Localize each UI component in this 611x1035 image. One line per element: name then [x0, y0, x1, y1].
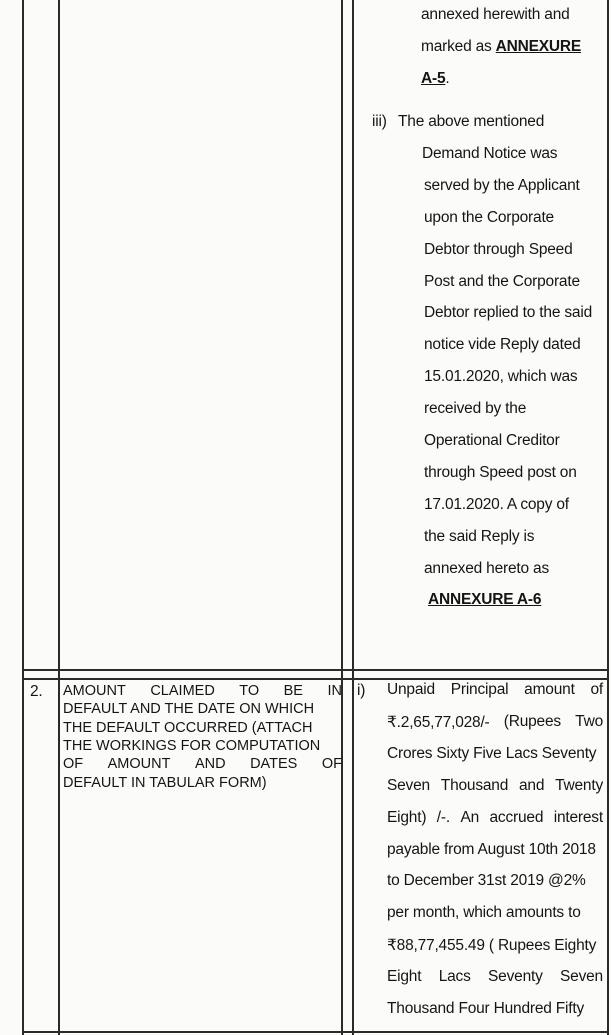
word: ₹.2,65,77,028/-	[387, 713, 490, 731]
serial-number: 2.	[30, 683, 43, 700]
particulars-line	[63, 775, 267, 791]
word: per month, which amounts to	[387, 904, 581, 922]
word: BE	[283, 683, 303, 699]
word: THE WORKINGS FOR COMPUTATION	[63, 737, 321, 754]
cell-text-line: received by the	[424, 400, 527, 418]
word: interest	[553, 808, 603, 826]
word: Eight)	[387, 808, 427, 826]
word: IN	[327, 683, 342, 699]
word: Thousand Four Hundred Fifty	[387, 1000, 585, 1017]
word: AND	[194, 756, 226, 773]
claim-detail-line	[387, 713, 603, 732]
item-marker-iii: iii)	[372, 113, 387, 130]
cell-text-line	[421, 38, 581, 56]
word: /-.	[436, 808, 450, 826]
word: DEFAULT AND THE DATE ON WHICH	[63, 701, 315, 718]
item-marker-i: i)	[357, 682, 366, 699]
word: Seven	[387, 776, 430, 794]
word: Seven	[560, 968, 603, 986]
cell-text-prefix: marked as	[421, 38, 496, 55]
word: Unpaid	[387, 681, 435, 698]
annexure-a6-label: ANNEXURE A-6	[428, 591, 542, 608]
word: amount	[524, 681, 575, 698]
cell-text-line: Post and the Corporate	[424, 272, 580, 290]
word: Eight	[387, 968, 422, 986]
table-right-border	[607, 0, 609, 1035]
word: of	[590, 681, 603, 698]
cell-text-line: the said Reply is	[424, 527, 535, 545]
word: Crores Sixty Five Lacs Seventy	[387, 744, 597, 762]
cell-text-line: The above mentioned	[398, 113, 545, 130]
serial-column-divider	[58, 0, 60, 1035]
word: and	[518, 776, 545, 794]
particulars-line	[63, 756, 342, 772]
word: CLAIMED	[150, 683, 215, 699]
claim-detail-line	[387, 809, 603, 827]
particulars-line	[63, 701, 314, 717]
claim-detail-line	[387, 841, 596, 859]
word: TO	[239, 683, 260, 699]
annexure-number: A-5	[421, 70, 446, 87]
word: Lacs	[438, 968, 471, 986]
particulars-line	[63, 738, 320, 754]
word: to December 31st 2019 @2%	[387, 872, 586, 890]
cell-text-line: through Speed post on	[424, 463, 577, 481]
claim-detail-line	[387, 872, 586, 890]
cell-text-line: Operational Creditor	[424, 432, 560, 449]
word: OF	[321, 756, 342, 773]
word: An	[460, 808, 480, 826]
word: AMOUNT	[63, 683, 126, 699]
claim-detail-line	[387, 681, 603, 699]
word: Thousand	[440, 776, 509, 794]
claim-detail-line	[387, 777, 603, 795]
cell-text-line: 15.01.2020, which was	[424, 368, 578, 386]
word: (Rupees	[503, 712, 561, 730]
word: ₹88,77,455.49 ( Rupees Eighty	[387, 937, 597, 955]
particulars-line	[63, 720, 312, 736]
cell-text-line: Debtor through Speed	[424, 240, 573, 258]
word: DATES	[250, 756, 298, 773]
word: payable from August 10th 2018	[387, 840, 596, 858]
word: OF	[63, 756, 84, 773]
row-separator-bottom	[22, 678, 609, 680]
word: Twenty	[555, 776, 603, 794]
word: AMOUNT	[107, 756, 171, 773]
claim-detail-line	[387, 1000, 584, 1018]
cell-text-line: 17.01.2020. A copy of	[424, 495, 569, 513]
cell-text-line: annexed hereto as	[424, 559, 550, 577]
cell-text-line: notice vide Reply dated	[424, 336, 581, 354]
claim-detail-line	[387, 968, 603, 986]
cell-text-line: upon the Corporate	[424, 208, 554, 226]
word: Principal	[450, 681, 509, 698]
cell-text-line: Demand Notice was	[422, 144, 558, 162]
word: Seventy	[488, 968, 543, 986]
cell-text-line: served by the Applicant	[424, 176, 580, 194]
row-separator-top	[22, 669, 609, 671]
middle-column-divider	[341, 0, 343, 1035]
claim-detail-line	[387, 904, 581, 922]
word: DEFAULT IN TABULAR FORM)	[63, 774, 267, 791]
cell-text-line: annexed herewith and	[421, 6, 570, 23]
annexure-label: ANNEXURE	[495, 38, 582, 55]
table-bottom-border	[22, 1031, 609, 1033]
cell-text-line	[421, 70, 450, 88]
cell-text-suffix: .	[445, 70, 450, 87]
particulars-line	[63, 683, 342, 699]
word: accrued	[489, 808, 544, 826]
word: Two	[575, 712, 603, 730]
claim-detail-line	[387, 745, 596, 763]
item-column-divider	[352, 0, 354, 1035]
table-left-border	[22, 0, 24, 1035]
cell-text-line: Debtor replied to the said	[424, 304, 592, 322]
claim-detail-line	[387, 936, 596, 955]
word: THE DEFAULT OCCURRED (ATTACH	[63, 719, 313, 736]
